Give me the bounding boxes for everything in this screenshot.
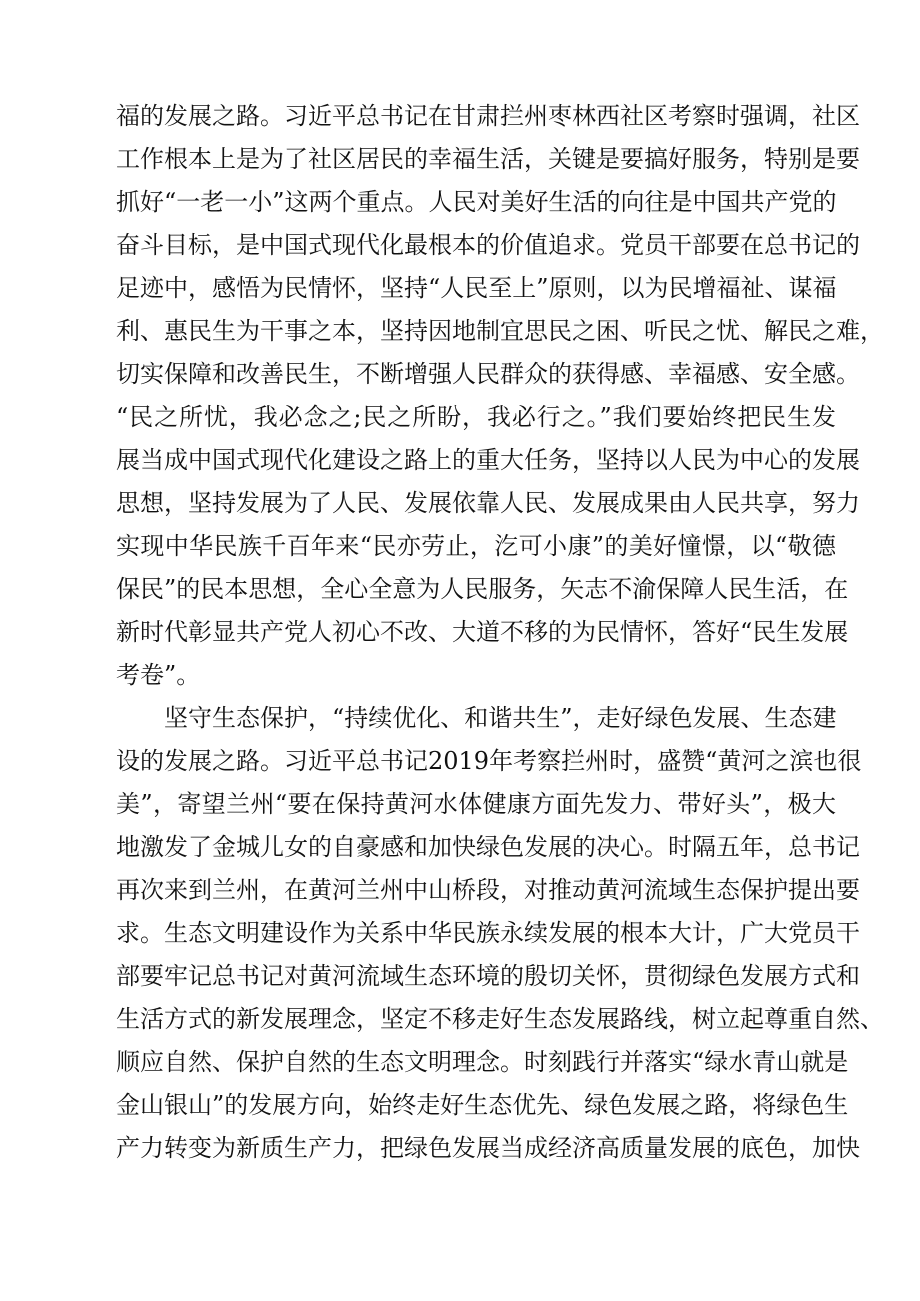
text-line: 保民”的民本思想，全心全意为人民服务，矢志不渝保障人民生活，在 [116, 575, 849, 603]
text-line: 利、惠民生为干事之本，坚持因地制宜思民之困、听民之忧、解民之难， [116, 317, 884, 345]
text-line: 产力转变为新质生产力，把绿色发展当成经济高质量发展的底色，加快 [116, 1134, 860, 1162]
paragraph-first-line: 坚守生态保护，“持续优化、和谐共生”，走好绿色发展、生态建 [164, 704, 837, 732]
text-line: 考卷”。 [116, 661, 201, 689]
text-line: 福的发展之路。习近平总书记在甘肃拦州枣林西社区考察时强调，社区 [116, 102, 860, 130]
text-line: 工作根本上是为了社区居民的幸福生活，关键是要搞好服务，特别是要 [116, 145, 860, 173]
text-line: 求。生态文明建设作为关系中华民族永续发展的根本大计，广大党员干 [116, 919, 860, 947]
text-line: 生活方式的新发展理念，坚定不移走好生态发展路线，树立起尊重自然、 [116, 1005, 884, 1033]
text-line: 美”，寄望兰州“要在保持黄河水体健康方面先发力、带好头”，极大 [116, 790, 836, 818]
text-line: 新时代彰显共产党人初心不改、大道不移的为民情怀，答好“民生发展 [116, 618, 849, 646]
text-line: 地激发了金城儿女的自豪感和加快绿色发展的决心。时隔五年，总书记 [116, 833, 860, 861]
text-line: 再次来到兰州，在黄河兰州中山桥段，对推动黄河流域生态保护提出要 [116, 876, 860, 904]
text-line: 思想，坚持发展为了人民、发展依靠人民、发展成果由人民共享，努力 [116, 489, 860, 517]
text-line: “民之所忧，我必念之;民之所盼，我必行之。”我们要始终把民生发 [116, 403, 836, 431]
text-line: 切实保障和改善民生，不断增强人民群众的获得感、幸福感、安全感。 [116, 360, 860, 388]
text-line: 部要牢记总书记对黄河流域生态环境的殷切关怀，贯彻绿色发展方式和 [116, 962, 860, 990]
text-line: 展当成中国式现代化建设之路上的重大任务，坚持以人民为中心的发展 [116, 446, 860, 474]
text-line: 实现中华民族千百年来“民亦劳止，汔可小康”的美好憧憬，以“敬德 [116, 532, 836, 560]
text-line: 足迹中，感悟为民情怀，坚持“人民至上”原则，以为民增福祉、谋福 [116, 274, 837, 302]
text-line: 金山银山”的发展方向，始终走好生态优先、绿色发展之路，将绿色生 [116, 1091, 849, 1119]
text-line: 顺应自然、保护自然的生态文明理念。时刻践行并落实“绿水青山就是 [116, 1048, 849, 1076]
text-line: 抓好“一老一小”这两个重点。人民对美好生活的向往是中国共产党的 [116, 188, 837, 216]
text-line: 奋斗目标，是中国式现代化最根本的价值追求。党员干部要在总书记的 [116, 231, 860, 259]
text-line: 设的发展之路。习近平总书记2019年考察拦州时，盛赞“黄河之滨也很 [116, 747, 862, 775]
